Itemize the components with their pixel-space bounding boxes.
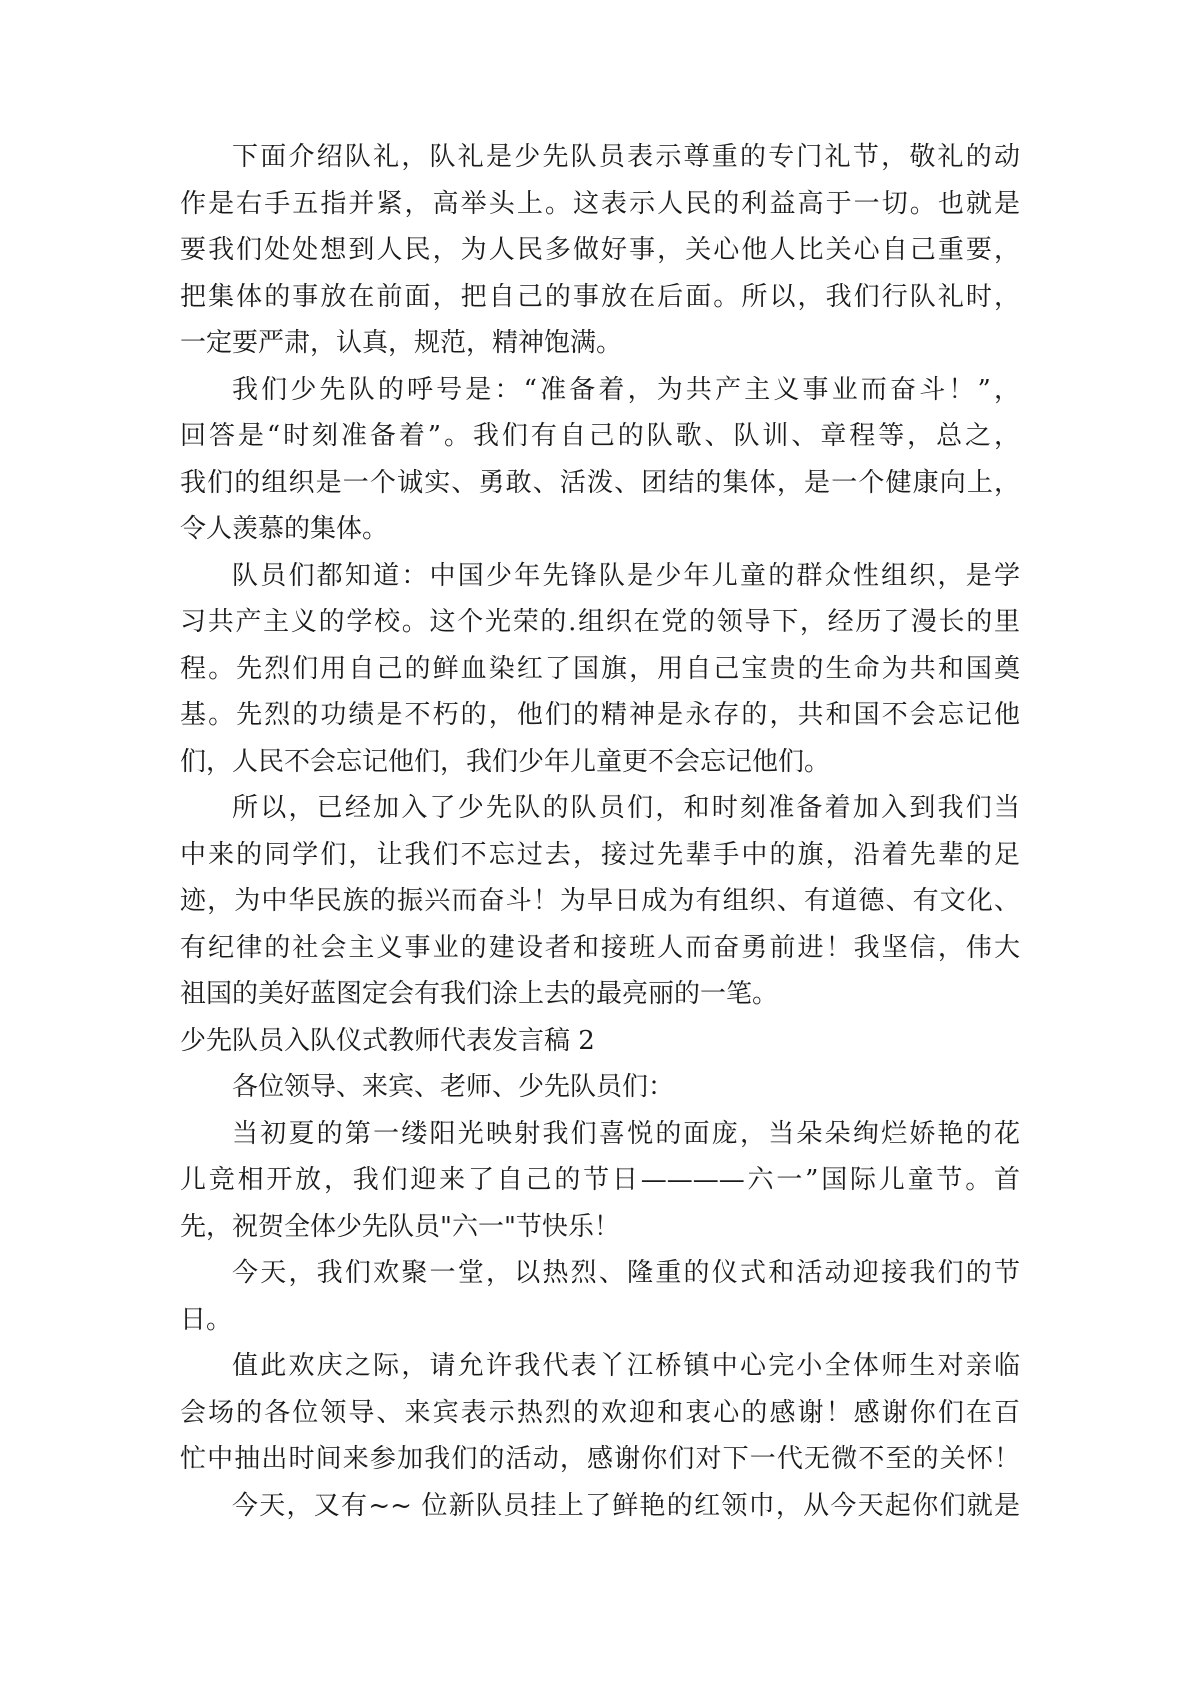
text-line: 我们的组织是一个诚实、勇敢、活泼、团结的集体，是一个健康向上， [180,467,1020,498]
text-line: 有纪律的社会主义事业的建设者和接班人而奋勇前进！我坚信，伟大 [180,932,1020,963]
document-body [180,134,1020,1529]
text-line: 先，祝贺全体少先队员"六一"节快乐！ [180,1211,620,1242]
text-line: 今天，又有~~ 位新队员挂上了鲜艳的红领巾，从今天起你们就是 [232,1490,1020,1521]
paragraph-7 [180,1250,1020,1343]
paragraph-2 [180,367,1020,553]
text-line: 今天，我们欢聚一堂，以热烈、隆重的仪式和活动迎接我们的节 [232,1258,1020,1288]
text-line: 忙中抽出时间来参加我们的活动，感谢你们对下一代无微不至的关怀！ [180,1444,1020,1474]
text-line: 令人羡慕的集体。 [180,514,389,544]
paragraph-5 [180,1064,1020,1111]
paragraph-4 [180,785,1020,1018]
paragraph-3 [180,553,1020,786]
text-line: 迹，为中华民族的振兴而奋斗！为早日成为有组织、有道德、有文化、 [180,886,1020,916]
text-line: 程。先烈们用自己的鲜血染红了国旗，用自己宝贵的生命为共和国奠 [180,653,1020,684]
text-line: 下面介绍队礼，队礼是少先队员表示尊重的专门礼节，敬礼的动 [232,142,1020,172]
section-heading [180,1018,1020,1065]
paragraph-6 [180,1111,1020,1251]
paragraph-8 [180,1343,1020,1483]
text-line: 会场的各位领导、来宾表示热烈的欢迎和衷心的感谢！感谢你们在百 [180,1397,1020,1428]
text-line: 各位领导、来宾、老师、少先队员们： [232,1072,675,1102]
text-line: 把集体的事放在前面，把自己的事放在后面。所以，我们行队礼时， [180,281,1020,312]
text-line: 队员们都知道：中国少年先锋队是少年儿童的群众性组织，是学 [232,560,1020,591]
text-line: 一定要严肃，认真，规范，精神饱满。 [180,328,623,358]
text-line: 习共产主义的学校。这个光荣的.组织在党的领导下，经历了漫长的里 [180,607,1020,637]
text-line: 祖国的美好蓝图定会有我们涂上去的最亮丽的一笔。 [180,979,779,1009]
paragraph-9 [180,1483,1020,1530]
text-line: 所以，已经加入了少先队的队员们，和时刻准备着加入到我们当 [232,793,1020,823]
heading-text: 少先队员入队仪式教师代表发言稿 2 [180,1025,595,1056]
text-line: 当初夏的第一缕阳光映射我们喜悦的面庞，当朵朵绚烂娇艳的花 [232,1118,1020,1149]
text-line: 我们少先队的呼号是：“准备着，为共产主义事业而奋斗！”， [232,374,1020,405]
text-line: 们，人民不会忘记他们，我们少年儿童更不会忘记他们。 [180,746,831,777]
text-line: 回答是“时刻准备着”。我们有自己的队歌、队训、章程等，总之， [180,421,1020,451]
text-line: 中来的同学们，让我们不忘过去，接过先辈手中的旗，沿着先辈的足 [180,839,1020,870]
text-line: 儿竞相开放，我们迎来了自己的节日————六一”国际儿童节。首 [180,1165,1020,1195]
text-line: 值此欢庆之际，请允许我代表丫江桥镇中心完小全体师生对亲临 [232,1351,1020,1381]
text-line: 日。 [180,1304,233,1335]
paragraph-1 [180,134,1020,367]
text-line: 要我们处处想到人民，为人民多做好事，关心他人比关心自己重要， [180,235,1020,265]
text-line: 基。先烈的功绩是不朽的，他们的精神是永存的，共和国不会忘记他 [180,700,1020,730]
text-line: 作是右手五指并紧，高举头上。这表示人民的利益高于一切。也就是 [180,188,1020,219]
